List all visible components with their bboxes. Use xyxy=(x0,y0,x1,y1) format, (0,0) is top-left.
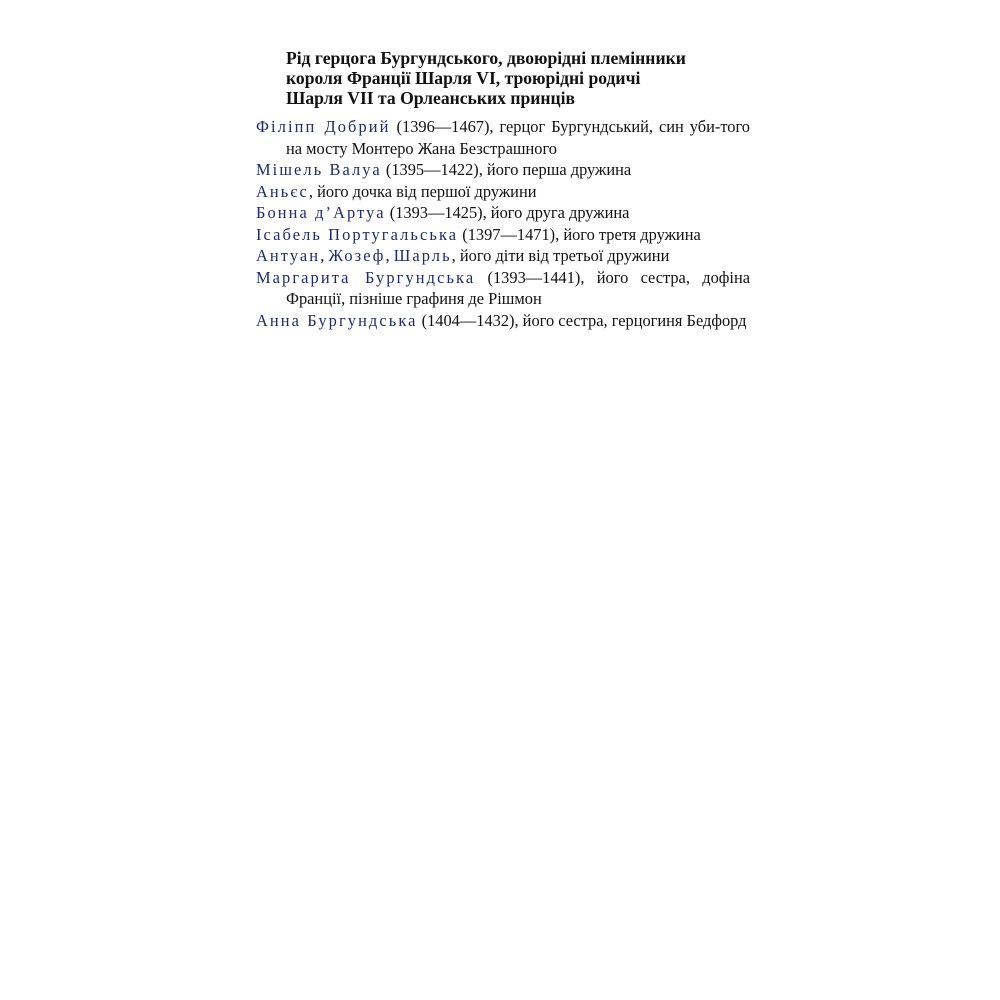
list-item xyxy=(256,267,750,310)
person-description: , його діти від третьої дружини xyxy=(451,246,670,265)
person-name: Антуан xyxy=(256,246,321,265)
list-item xyxy=(256,159,750,181)
name-separator: , xyxy=(320,246,329,265)
title-line-3: Шарля VII та Орлеанських принців xyxy=(286,88,576,108)
person-name: Маргарита Бургундська xyxy=(256,267,476,287)
person-description: (1396—1467), герцог Бургундський, син уби-того на мосту Монтеро Жана Безстрашного xyxy=(286,117,750,158)
list-item xyxy=(256,224,750,246)
person-name: Бонна д’Артуа xyxy=(256,203,386,222)
person-description: (1404—1432), його сестра, герцогиня Бедфорд xyxy=(417,310,747,330)
person-name: Мішель Валуа xyxy=(256,160,382,179)
list-item xyxy=(256,181,750,203)
list-item xyxy=(256,116,750,159)
person-description: (1395—1422), його перша дружина xyxy=(381,160,632,179)
person-name: Шарль xyxy=(393,246,452,265)
title-line-1: Рід герцога Бургундського, двоюрідні племінники xyxy=(286,48,686,68)
name-separator: , xyxy=(385,246,394,265)
person-description: (1393—1425), його друга дружина xyxy=(385,203,630,222)
person-name: Аньєс xyxy=(256,181,309,201)
list-item xyxy=(256,202,750,224)
list-item xyxy=(256,245,750,267)
person-description: (1393—1441), його сестра, дофіна Франції, пізніше графиня де Рішмон xyxy=(286,267,750,308)
person-description: , його дочка від першої дружини xyxy=(308,181,537,201)
title-line-2: короля Франції Шарля VI, троюрідні родичі xyxy=(286,68,641,88)
person-name: Філіпп Добрий xyxy=(256,117,391,136)
person-name: Ісабель Португальська xyxy=(256,224,459,244)
person-name: Анна Бургундська xyxy=(256,310,418,330)
page xyxy=(256,48,750,331)
person-name: Жозеф xyxy=(328,246,386,265)
person-description: (1397—1471), його третя дружина xyxy=(458,224,701,244)
section-title xyxy=(286,48,750,108)
list-item xyxy=(256,310,750,332)
genealogy-list xyxy=(256,116,750,331)
